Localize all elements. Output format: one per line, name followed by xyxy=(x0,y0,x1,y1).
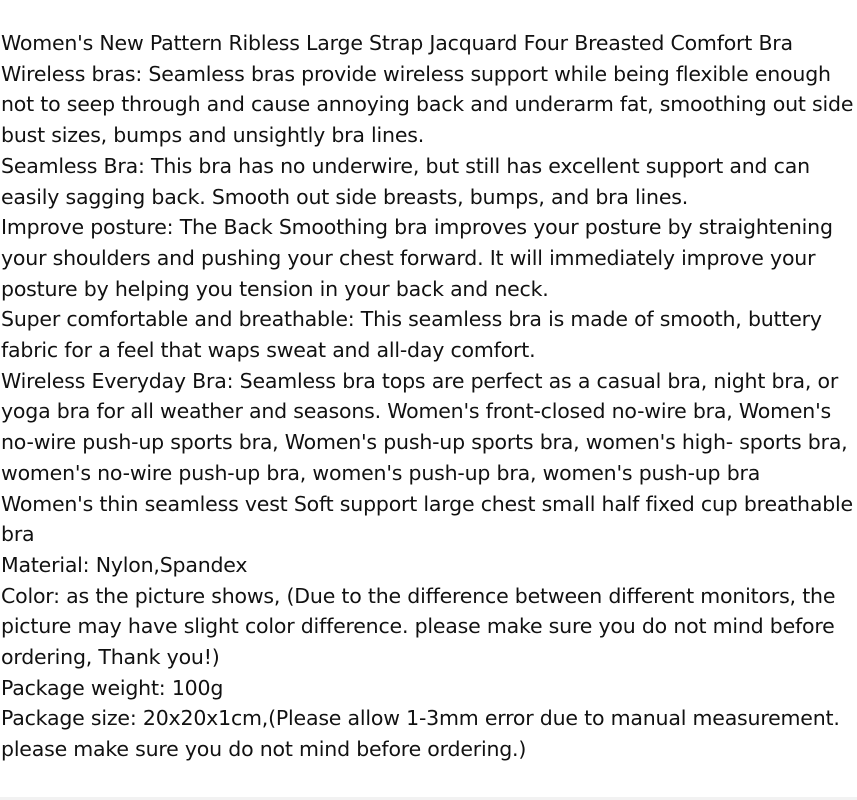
paragraph-comfortable-breathable: Super comfortable and breathable: This seamless bra is made of smooth, buttery fabric for a feel that waps sweat and all-day comfort. xyxy=(1,307,822,363)
paragraph-color: Color: as the picture shows, (Due to the difference between different monitors, the picture may have slight color difference. please make sure you do not mind before ordering, Thank you!) xyxy=(1,583,836,670)
paragraph-wireless-bras: Wireless bras: Seamless bras provide wireless support while being flexible enough not to seep through and cause annoying back and underarm fat, smoothing out side bust sizes, bumps and unsightly bra lines. xyxy=(1,61,854,148)
paragraph-seamless-bra: Seamless Bra: This bra has no underwire, but still has excellent support and can easily sagging back. Smooth out side breasts, bumps, and bra lines. xyxy=(1,153,810,209)
paragraph-wireless-everyday-bra: Wireless Everyday Bra: Seamless bra tops are perfect as a casual bra, night bra, or yoga bra for all weather and seasons. Women's front-closed no-wire bra, Women's no-wire push-up sports bra, Women's push-up sports bra, women's high- sports bra, women's no-wire push-up bra, women's push-up bra, women's push-up bra xyxy=(1,368,848,485)
paragraph-improve-posture: Improve posture: The Back Smoothing bra improves your posture by straightening your shoulders and pushing your chest forward. It will immediately improve your posture by helping you tension in your back and neck. xyxy=(1,215,833,301)
product-title: Women's New Pattern Ribless Large Strap Jacquard Four Breasted Comfort Bra xyxy=(1,31,793,55)
paragraph-package-size: Package size: 20x20x1cm,(Please allow 1-3mm error due to manual measurement. please make sure you do not mind before ordering.) xyxy=(1,706,840,762)
paragraph-thin-seamless-vest: Women's thin seamless vest Soft support large chest small half fixed cup breathable bra xyxy=(1,491,853,547)
paragraph-package-weight: Package weight: 100g xyxy=(1,675,224,700)
product-description xyxy=(1,28,855,765)
paragraph-material: Material: Nylon,Spandex xyxy=(1,552,248,577)
